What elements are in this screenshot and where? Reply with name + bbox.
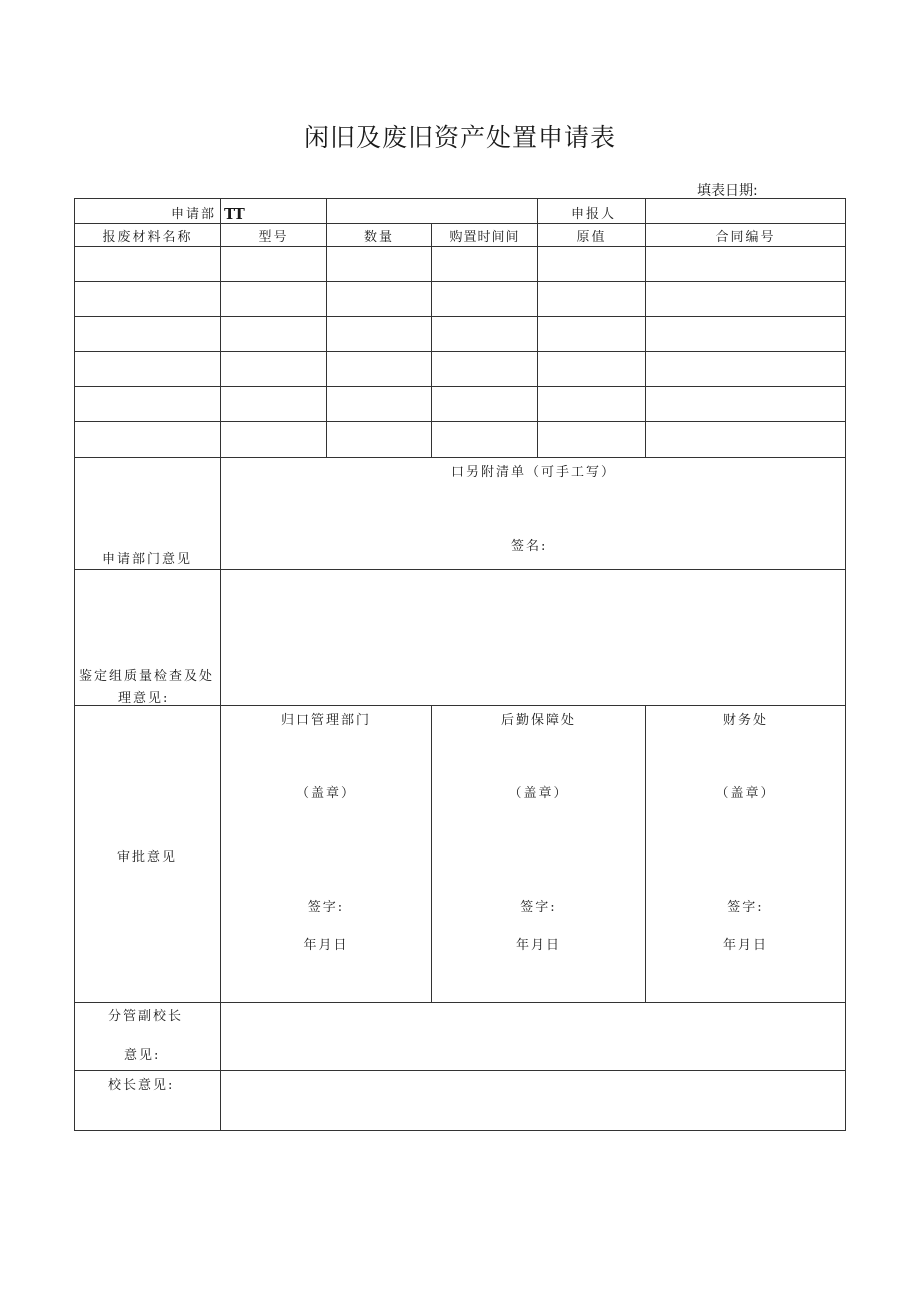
finance-office-date: 年月日 [722, 938, 768, 953]
vice-principal-label-cont: 意见: [124, 1048, 161, 1063]
attach-list-note: 口另附清单（可手工写） [451, 465, 617, 480]
col-header-material-name: 报废材料名称 [102, 230, 193, 245]
logistics-office-date: 年月日 [515, 938, 561, 953]
logistics-office-sign: 签字: [520, 900, 557, 915]
column-divider [645, 705, 646, 1002]
col-header-quantity: 数量 [363, 230, 394, 245]
finance-office-seal: （盖章） [715, 786, 776, 801]
col-header-contract-no: 合同编号 [715, 230, 776, 245]
dept-sign-label: 签名: [511, 539, 548, 554]
column-divider [220, 199, 221, 1130]
logistics-office-name: 后勤保障处 [500, 713, 576, 728]
row-divider [75, 281, 845, 282]
inspection-label-cont: 理意见: [118, 691, 170, 706]
dept-mark: TT [224, 205, 244, 223]
col-header-original-value: 原值 [576, 230, 607, 245]
reporter-label: 申报人 [571, 207, 617, 222]
unit-dept-sign: 签字: [307, 900, 345, 915]
finance-office-sign: 签字: [727, 900, 764, 915]
inspection-label: 鉴定组质量检查及处 [79, 669, 215, 684]
row-divider [75, 223, 845, 224]
column-divider [431, 223, 432, 457]
finance-office-name: 财务处 [722, 713, 768, 728]
unit-dept-name: 归口管理部门 [280, 713, 371, 728]
row-divider [75, 569, 845, 570]
col-header-model: 型号 [258, 230, 289, 245]
applicant-dept-label: 申请部 [171, 207, 217, 222]
col-header-purchase-time: 购置时间间 [449, 230, 520, 245]
logistics-office-seal: （盖章） [508, 786, 569, 801]
row-divider [75, 1070, 845, 1071]
unit-dept-seal: （盖章） [295, 786, 356, 801]
row-divider [75, 1002, 845, 1003]
row-divider [75, 246, 845, 247]
page-title: 闲旧及废旧资产处置申请表 [303, 123, 616, 152]
fill-date-label: 填表日期: [697, 183, 758, 199]
row-divider [75, 705, 845, 706]
approval-label: 审批意见 [117, 850, 178, 865]
dept-opinion-label: 申请部门意见 [102, 552, 193, 567]
row-divider [75, 351, 845, 352]
row-divider [75, 316, 845, 317]
unit-dept-date: 年月日 [303, 938, 349, 953]
row-divider [75, 457, 845, 458]
column-divider [431, 705, 432, 1002]
row-divider [75, 421, 845, 422]
vice-principal-label: 分管副校长 [108, 1009, 184, 1024]
disposal-form-table [74, 198, 846, 1131]
row-divider [75, 386, 845, 387]
principal-label: 校长意见: [108, 1078, 175, 1093]
